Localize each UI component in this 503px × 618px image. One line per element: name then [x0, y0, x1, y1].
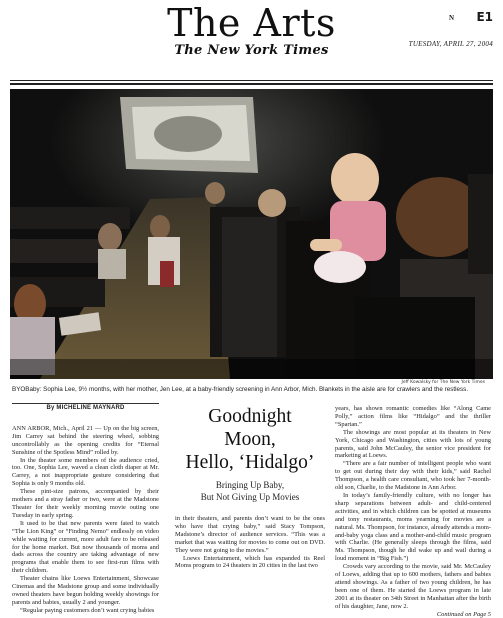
paragraph: “Regular paying customers don’t want crying babies: [20, 606, 155, 614]
section-mark: N: [448, 14, 454, 22]
paragraph: Loews Entertainment, which has expanded its Reel Moms program to 24 theaters in 20 cities in the last two: [175, 554, 325, 570]
byline-rule: [12, 403, 159, 404]
paragraph: These pint-size patrons, accompanied by their mothers and a stray father or two, were at the Madstone Theater for their weekly morning movie outing one Tuesday in early spring.: [12, 488, 159, 519]
photo-caption: BYOBaby: Sophia Lee, 9½ months, with her mother, Jen Lee, at a baby-friendly screening in Ann Arbor, Mich. Blankets in the aisle are for crawlers and the restless.: [12, 386, 469, 393]
paragraph: It used to be that new parents were fated to watch “The Lion King” or “Finding Nemo” endlessly on video while waiting for current, more adult fare to be released for the home market. But now thousands of moms and dads across the country are taking advantage of new programs that enable them to see first-run films with their children.: [12, 519, 159, 575]
byline: By MICHELINE MAYNARD: [46, 405, 125, 411]
headline-line: Goodnight: [208, 406, 292, 427]
section-title: The Arts: [167, 1, 336, 45]
continued-link[interactable]: Continued on Page 5: [436, 610, 491, 618]
headline-line: Hello, ‘Hidalgo’: [185, 452, 315, 473]
headline: [175, 405, 325, 474]
photo-credit: Jeff Kowalsky for The New York Times: [401, 380, 485, 385]
deck: [175, 479, 325, 503]
paragraph: The showings are most popular at its theaters in New York, Chicago and Washington, cities with lots of young parents, said John McCauley, the senior vice president for marketing at Loews.: [335, 428, 491, 460]
paragraph: In today’s family-friendly culture, with no longer has sharp separations between adult- and child-centered activities, and in which children can be spotted at museums and tony restaurants, moms yearning for movies are a natural. Ms. Thompson, for instance, already attends a mom-and-baby yoga class and a mother-and-child music program with Charlie. (He generally sleeps through the films, said Ms. Thompson, though he did wake up and wail during a loud moment in “Big Fish.”): [335, 491, 491, 563]
deck-line: But Not Giving Up Movies: [200, 492, 300, 502]
newspaper-nameplate: The New York Times: [174, 43, 329, 58]
theater-audience-photo: [10, 89, 493, 379]
paragraph: In the theater some members of the audience cried, too. One, Sophia Lee, waved a clean cloth diaper at Mr. Carrey, a not inappropriate gesture considering that Sophia is only 9 months old.: [12, 456, 159, 488]
issue-date: TUESDAY, APRIL 27, 2004: [408, 40, 493, 48]
paragraph: in their theaters, and parents don’t want to be the ones who have that crying baby,” said Stacy Tompson, Madstone’s director of audience services. “This was a market that was waiting for movies to come out on DVD. They were not going to the movies.”: [175, 515, 325, 554]
paragraph: Crowds vary according to the movie, said Mr. McCauley of Loews, adding that up to 600 mothers, fathers and babies attend showings. As a father of two young children, he has been one of them. He started the Loews program in late 2001 at its theater on 34th Street in Manhattan after the birth of his daughter, Jane, now 2.: [335, 563, 491, 610]
masthead-rule: [10, 80, 493, 81]
paragraph: Theater chains like Loews Entertainment, Showcase Cinemas and the Madstone group and some individually owned theaters have begun holding weekly showings for parents and babies, usually 2 and younger.: [12, 575, 159, 606]
article-column-3: [335, 405, 491, 618]
article-column-2: [175, 405, 325, 570]
page-number: E1: [476, 10, 493, 24]
paragraph: “There are a fair number of intelligent people who want to get out during their day with their kids,” said Rachel Thompson, a health care consultant, who took her 7-month-old son, Charlie, to the Madstone in Ann Arbor.: [335, 460, 491, 492]
article-column-1: [12, 405, 159, 615]
paragraph: ANN ARBOR, Mich., April 21 — Up on the big screen, Jim Carrey sat behind the steering wheel, sobbing uncontrollably as the opening credits for “Eternal Sunshine of the Spotless Mind” rolled by.: [12, 424, 159, 456]
deck-line: Bringing Up Baby,: [215, 480, 285, 490]
masthead: [0, 0, 503, 82]
paragraph: years, has shown romantic comedies like “Along Came Polly,” action films like “Hidalgo” and the thriller “Spartan.”: [335, 405, 491, 428]
headline-line: Moon,: [224, 429, 276, 450]
lead-photo: [10, 89, 493, 379]
masthead-rule-thick: [10, 83, 493, 85]
